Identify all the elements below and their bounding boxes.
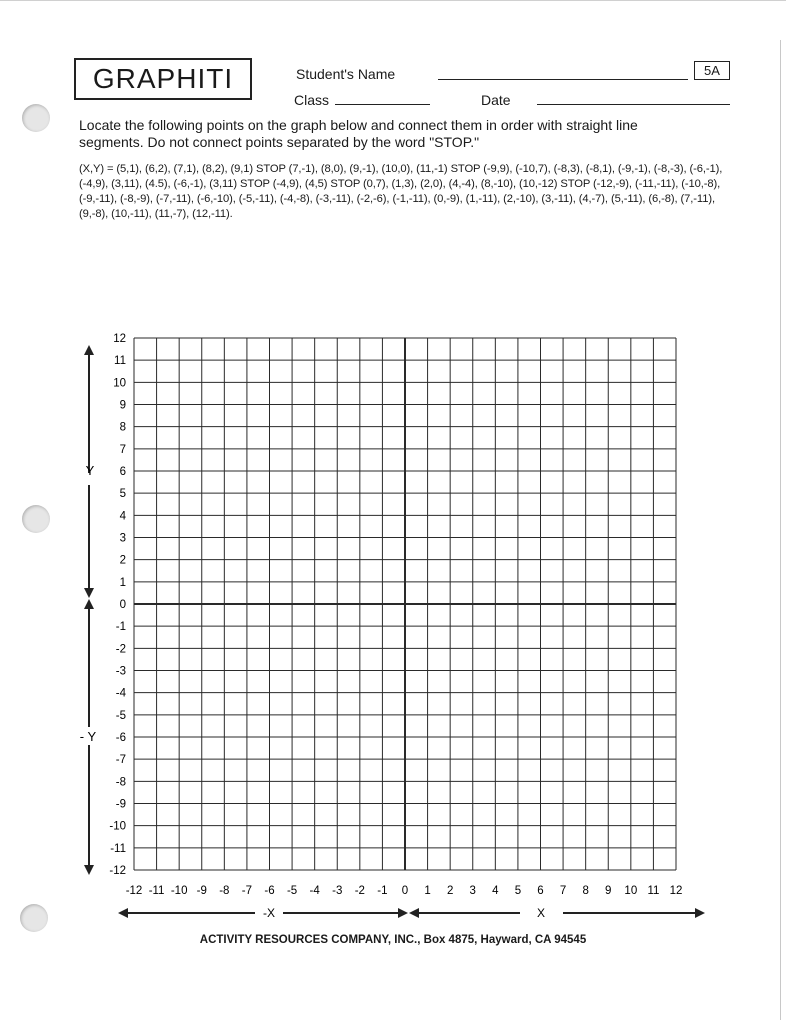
- x-tick-label: -12: [125, 885, 143, 897]
- x-tick-label: 4: [492, 885, 499, 897]
- x-tick-label: -8: [219, 885, 230, 897]
- date-label: Date: [481, 92, 511, 108]
- y-tick-label: -11: [110, 842, 126, 855]
- y-axis-label: Y: [85, 463, 95, 478]
- grid-lines: [134, 338, 676, 870]
- y-tick-label: 4: [119, 510, 126, 523]
- x-tick-label: -9: [196, 885, 207, 897]
- y-tick-label: 6: [119, 466, 126, 478]
- y-tick-label: -5: [115, 709, 126, 722]
- x-tick-label: 3: [469, 885, 476, 897]
- x-tick-label: 7: [559, 885, 567, 897]
- x-tick-label: -1: [377, 885, 388, 897]
- x-tick-label: -5: [286, 885, 298, 897]
- publisher-footer: ACTIVITY RESOURCES COMPANY, INC., Box 4875, Hayward, CA 94545: [199, 934, 587, 946]
- y-tick-label: 9: [119, 399, 126, 412]
- x-tick-label: -11: [148, 885, 165, 897]
- x-tick-label: 12: [669, 885, 683, 897]
- y-tick-label: -9: [115, 798, 126, 811]
- neg-y-axis-label: - Y: [79, 729, 97, 744]
- x-tick-label: -3: [332, 885, 343, 897]
- x-axis-label: X: [536, 906, 546, 920]
- y-tick-label: -4: [115, 687, 126, 700]
- y-tick-label: -8: [115, 776, 126, 789]
- x-tick-label: 5: [514, 885, 522, 897]
- x-tick-label: 2: [446, 885, 454, 897]
- graphiti-logo: GRAPHITI: [74, 58, 252, 100]
- y-tick-label: 12: [113, 333, 126, 345]
- y-tick-label: 3: [119, 532, 126, 545]
- y-tick-label: -1: [115, 621, 126, 634]
- y-tick-label: -12: [109, 865, 126, 877]
- instructions-text: Locate the following points on the graph below and connect them in order with straight line segments. Do not connect points separated by the word "STOP.": [79, 117, 638, 150]
- x-tick-label: -4: [309, 885, 320, 897]
- x-tick-label: 8: [582, 885, 589, 897]
- y-tick-label: 7: [119, 443, 126, 456]
- x-tick-label: 9: [605, 885, 612, 897]
- x-tick-label: 6: [537, 885, 544, 897]
- neg-x-axis-label: -X: [263, 906, 275, 920]
- y-tick-label: 11: [114, 355, 126, 368]
- y-tick-label: -10: [109, 820, 126, 833]
- x-tick-label: 11: [647, 885, 660, 897]
- y-tick-label: -6: [115, 732, 126, 744]
- y-tick-label: -2: [115, 643, 126, 656]
- y-tick-label: 0: [119, 599, 126, 611]
- x-tick-label: 0: [401, 885, 409, 897]
- x-tick-label: 10: [624, 885, 638, 897]
- points-list: (X,Y) = (5,1), (6,2), (7,1), (8,2), (9,1) STOP (7,-1), (8,0), (9,-1), (10,0), (11,-1) STOP (-9,9), (-10,7), (-8,3), (-8,1), (-9,-1), (-8,-3), (-6,-1), (-4,9), (3,11), (4.5), (-6,-1), (3,11) STOP (-4,9), (4,5) STOP (0,7), (1,3), (2,0), (4,-4), (8,-10), (10,-12) STOP (-12,-9), (-11,-11), (-10,-8), (-9,-11), (-8,-9), (-7,-11), (-6,-10), (-5,-11), (-4,-8), (-3,-11), (-2,-6), (-1,-11), (0,-9), (1,-11), (2,-10), (3,-11), (4,-7), (5,-11), (6,-8), (7,-11), (9,-8), (10,-11), (11,-7), (12,-11).: [79, 163, 723, 220]
- student-name-label: Student's Name: [296, 66, 396, 82]
- y-tick-label: 2: [119, 554, 126, 567]
- x-tick-label: -6: [264, 885, 275, 897]
- worksheet-code: 5A: [694, 61, 730, 80]
- y-tick-label: -3: [115, 665, 126, 678]
- x-tick-label: 1: [424, 885, 431, 897]
- y-tick-label: -7: [115, 754, 126, 767]
- class-label: Class: [294, 92, 330, 108]
- x-tick-label: -10: [170, 885, 188, 897]
- x-tick-label: -2: [354, 885, 365, 897]
- y-tick-label: 10: [113, 377, 126, 390]
- y-tick-label: 1: [119, 576, 126, 589]
- x-tick-label: -7: [241, 885, 253, 897]
- y-tick-label: 8: [119, 421, 126, 434]
- y-tick-label: 5: [119, 488, 126, 501]
- tick-labels: [109, 333, 682, 897]
